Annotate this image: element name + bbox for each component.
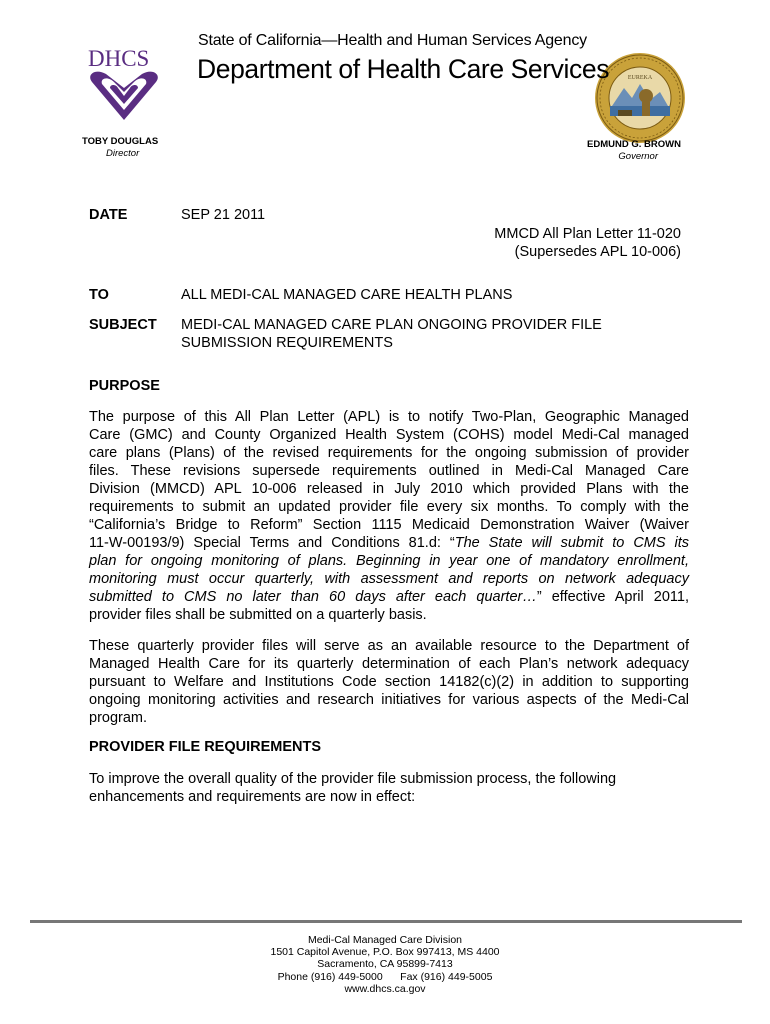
purpose-heading: PURPOSE xyxy=(89,378,160,394)
paragraph-line: enhancements and requirements are now in effect: xyxy=(89,789,416,805)
paragraph-line xyxy=(89,588,689,606)
provider-file-heading: PROVIDER FILE REQUIREMENTS xyxy=(89,739,322,755)
letter-number: MMCD All Plan Letter 11-020 xyxy=(494,226,681,242)
paragraph-line: These quarterly provider files will serve as an available resource to the Department of xyxy=(89,638,689,654)
paragraph-line: The purpose of this All Plan Letter (APL) is to notify Two-Plan, Geographic Managed xyxy=(89,409,689,425)
paragraph-line: provider files shall be submitted on a quarterly basis. xyxy=(89,607,427,623)
footer-street: 1501 Capitol Avenue, P.O. Box 997413, MS 4400 xyxy=(270,946,500,959)
governor-title: Governor xyxy=(618,151,658,162)
seal-motto: EUREKA xyxy=(627,75,653,81)
department-title: Department of Health Care Services xyxy=(197,54,610,84)
paragraph-line: Division (MMCD) APL 10-006 released in July 2010 which provided Plans with the xyxy=(89,481,689,497)
quoted-italic-text: monitoring must occur quarterly, with assessment and reports on network adequacy xyxy=(89,571,689,587)
purpose-paragraph xyxy=(89,408,689,624)
paragraph-line: Managed Health Care for its quarterly determination of each Plan’s network adequacy xyxy=(89,656,689,672)
quoted-italic-text: plan for ongoing monitoring of plans. Beginning in year one of mandatory enrollment, xyxy=(89,553,689,569)
footer-website-link[interactable]: www.dhcs.ca.gov xyxy=(344,982,426,995)
governor-name: EDMUND G. BROWN xyxy=(587,139,681,150)
footer-city: Sacramento, CA 95899-7413 xyxy=(317,958,453,971)
subject-line-2: SUBMISSION REQUIREMENTS xyxy=(181,335,393,351)
paragraph-line: program. xyxy=(89,710,148,726)
paragraph-line: care plans (Plans) of the revised requirements for the ongoing submission of provider xyxy=(89,445,689,461)
director-title: Director xyxy=(106,148,140,159)
paragraph-line xyxy=(89,552,689,570)
requirements-intro-paragraph xyxy=(89,770,689,806)
date-value: SEP 21 2011 xyxy=(181,207,266,223)
network-adequacy-paragraph xyxy=(89,637,689,727)
paragraph-text: ” effective April 2011, xyxy=(536,589,689,605)
dhcs-logo xyxy=(82,44,166,128)
paragraph-line: requirements to submit an updated provider file every six months. To comply with the xyxy=(89,499,689,515)
paragraph-line: To improve the overall quality of the provider file submission process, the following xyxy=(89,771,617,787)
to-value: ALL MEDI-CAL MANAGED CARE HEALTH PLANS xyxy=(181,287,513,303)
paragraph-line: ongoing monitoring activities and research initiatives for various aspects of the Medi-Cal xyxy=(89,692,689,708)
to-label: TO xyxy=(89,287,109,303)
paragraph-line: files. These revisions supersede requirements outlined in Medi-Cal Managed Care xyxy=(89,463,689,479)
footer-phone-fax: Phone (916) 449-5000 Fax (916) 449-5005 xyxy=(277,970,493,983)
paragraph-line: pursuant to Welfare and Institutions Code section 14182(c)(2) in addition to supporting xyxy=(89,674,689,690)
supersedes-note: (Supersedes APL 10-006) xyxy=(514,244,681,260)
paragraph-line xyxy=(89,570,689,588)
subject-line-1: MEDI-CAL MANAGED CARE PLAN ONGOING PROVIDER FILE xyxy=(181,317,602,333)
subject-label: SUBJECT xyxy=(89,317,157,333)
paragraph-line xyxy=(89,534,689,552)
paragraph-text: 11-W-00193/9) Special Terms and Conditions 81.d: “ xyxy=(89,535,455,551)
director-name: TOBY DOUGLAS xyxy=(82,136,159,147)
footer-division: Medi-Cal Managed Care Division xyxy=(307,934,463,946)
state-agency-line: State of California—Health and Human Services Agency xyxy=(198,32,587,49)
footer-divider xyxy=(30,920,742,923)
quoted-italic-text: The State will submit to CMS its xyxy=(454,535,689,551)
date-label: DATE xyxy=(89,207,128,223)
quoted-italic-text: submitted to CMS no later than 60 days after each quarter… xyxy=(89,589,537,605)
paragraph-line: Care (GMC) and County Organized Health System (COHS) model Medi-Cal managed xyxy=(89,427,689,443)
paragraph-line: “California’s Bridge to Reform” Section 1115 Medicaid Demonstration Waiver (Waiver xyxy=(89,517,689,533)
footer-address xyxy=(185,934,585,995)
logo-wordmark: DHCS xyxy=(88,46,150,71)
